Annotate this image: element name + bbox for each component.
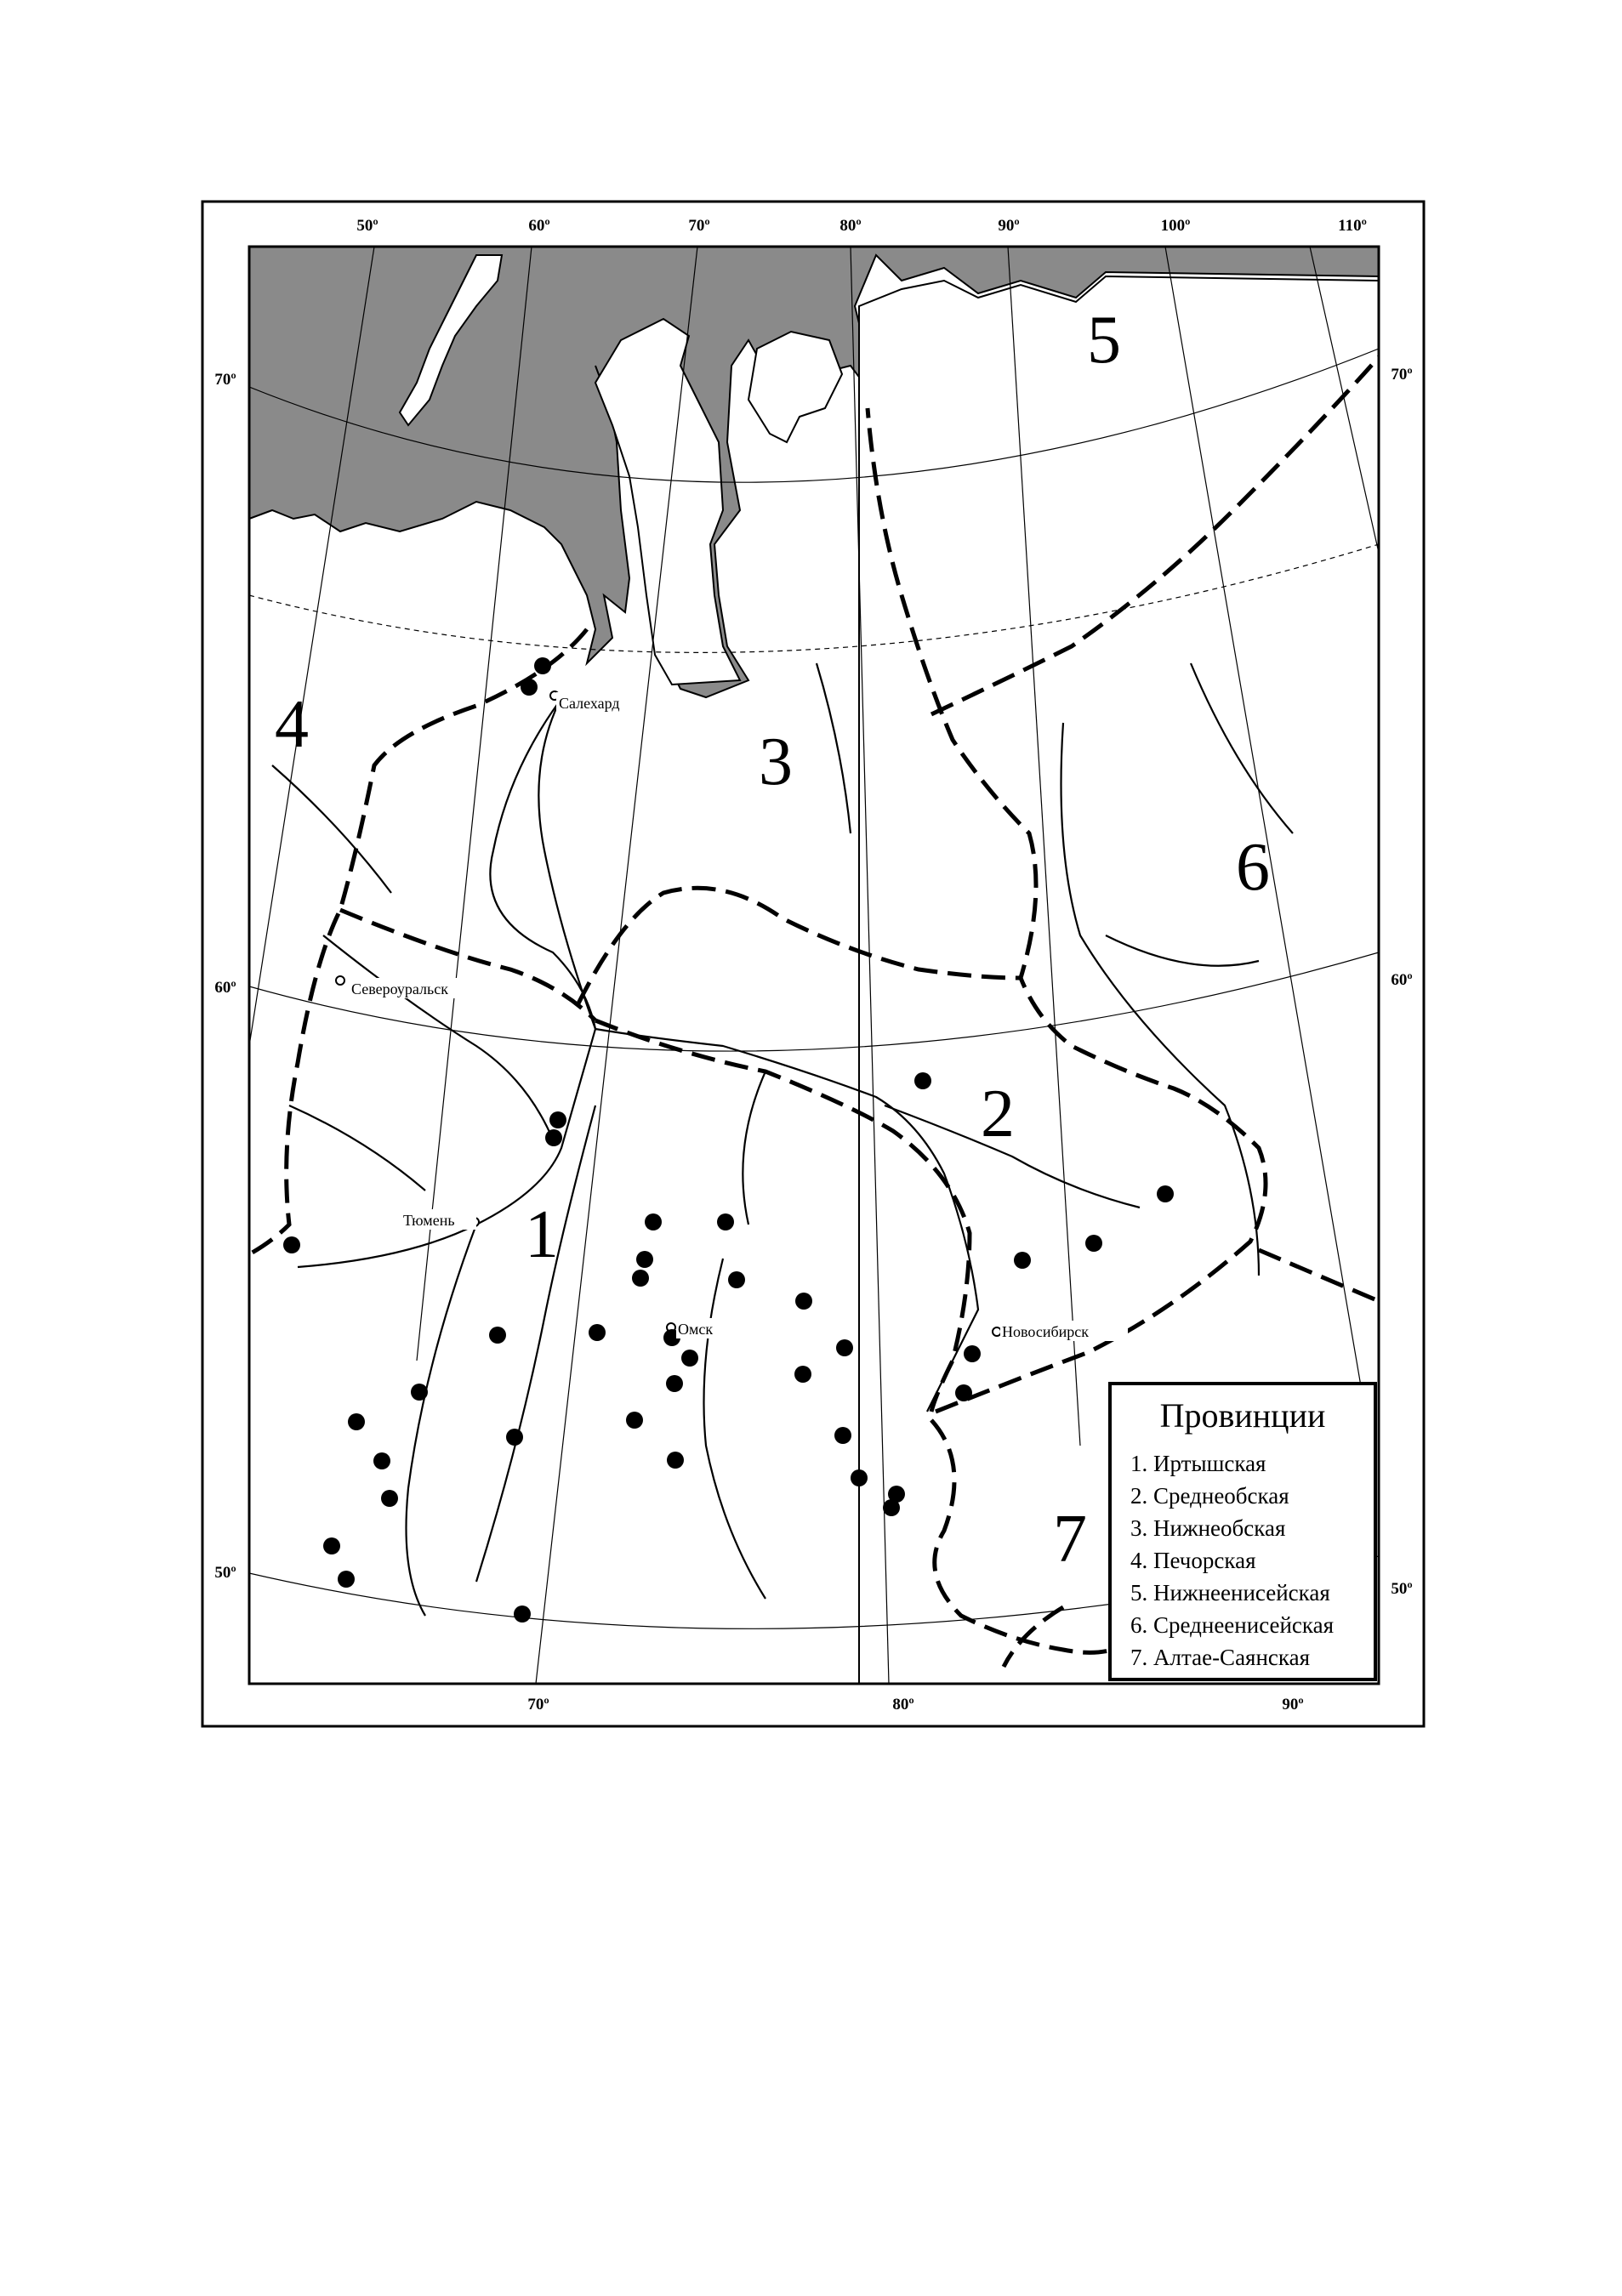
province-number: 1 [525, 1197, 559, 1272]
left-latitude-label: 50º [214, 1564, 236, 1582]
right-latitude-label: 50º [1391, 1580, 1413, 1598]
province-number: 3 [759, 725, 793, 799]
left-latitude-label: 60º [214, 979, 236, 997]
province-number: 4 [275, 687, 309, 762]
top-longitude-label: 110º [1338, 217, 1367, 235]
top-longitude-label: 70º [688, 217, 710, 235]
legend-item: 4. Печорская [1130, 1548, 1256, 1573]
top-longitude-label: 90º [998, 217, 1020, 235]
legend-item: 5. Нижнеенисейская [1130, 1580, 1330, 1605]
top-longitude-label: 80º [839, 217, 862, 235]
province-number: 6 [1236, 830, 1270, 905]
legend-item: 3. Нижнеобская [1130, 1515, 1286, 1541]
city-label-salekhard: Салехард [559, 695, 620, 712]
city-label-tyumen: Тюмень [403, 1212, 455, 1229]
legend-item: 6. Среднеенисейская [1130, 1612, 1335, 1638]
province-number: 7 [1053, 1502, 1087, 1577]
province-number: 2 [981, 1077, 1015, 1151]
bottom-longitude-label: 70º [527, 1696, 549, 1713]
left-latitude-label: 70º [214, 371, 236, 389]
legend-item: 7. Алтае-Саянская [1130, 1645, 1311, 1670]
bottom-longitude-label: 80º [892, 1696, 914, 1713]
city-label-omsk: Омск [678, 1321, 714, 1338]
legend [1108, 1382, 1377, 1681]
peninsula-gydan [748, 332, 842, 442]
legend-title: Провинции [1159, 1396, 1326, 1435]
city-label-novosibirsk: Новосибирск [1002, 1323, 1089, 1340]
top-longitude-label: 50º [356, 217, 378, 235]
top-longitude-label: 60º [528, 217, 550, 235]
bottom-longitude-label: 90º [1282, 1696, 1304, 1713]
city-label-severouralsk: Североуральск [351, 980, 448, 997]
legend-item: 2. Среднеобская [1130, 1483, 1289, 1509]
right-latitude-label: 60º [1391, 971, 1413, 989]
legend-item: 1. Иртышская [1130, 1451, 1266, 1476]
right-latitude-label: 70º [1391, 366, 1413, 384]
province-number: 5 [1087, 303, 1121, 378]
top-longitude-label: 100º [1160, 217, 1191, 235]
